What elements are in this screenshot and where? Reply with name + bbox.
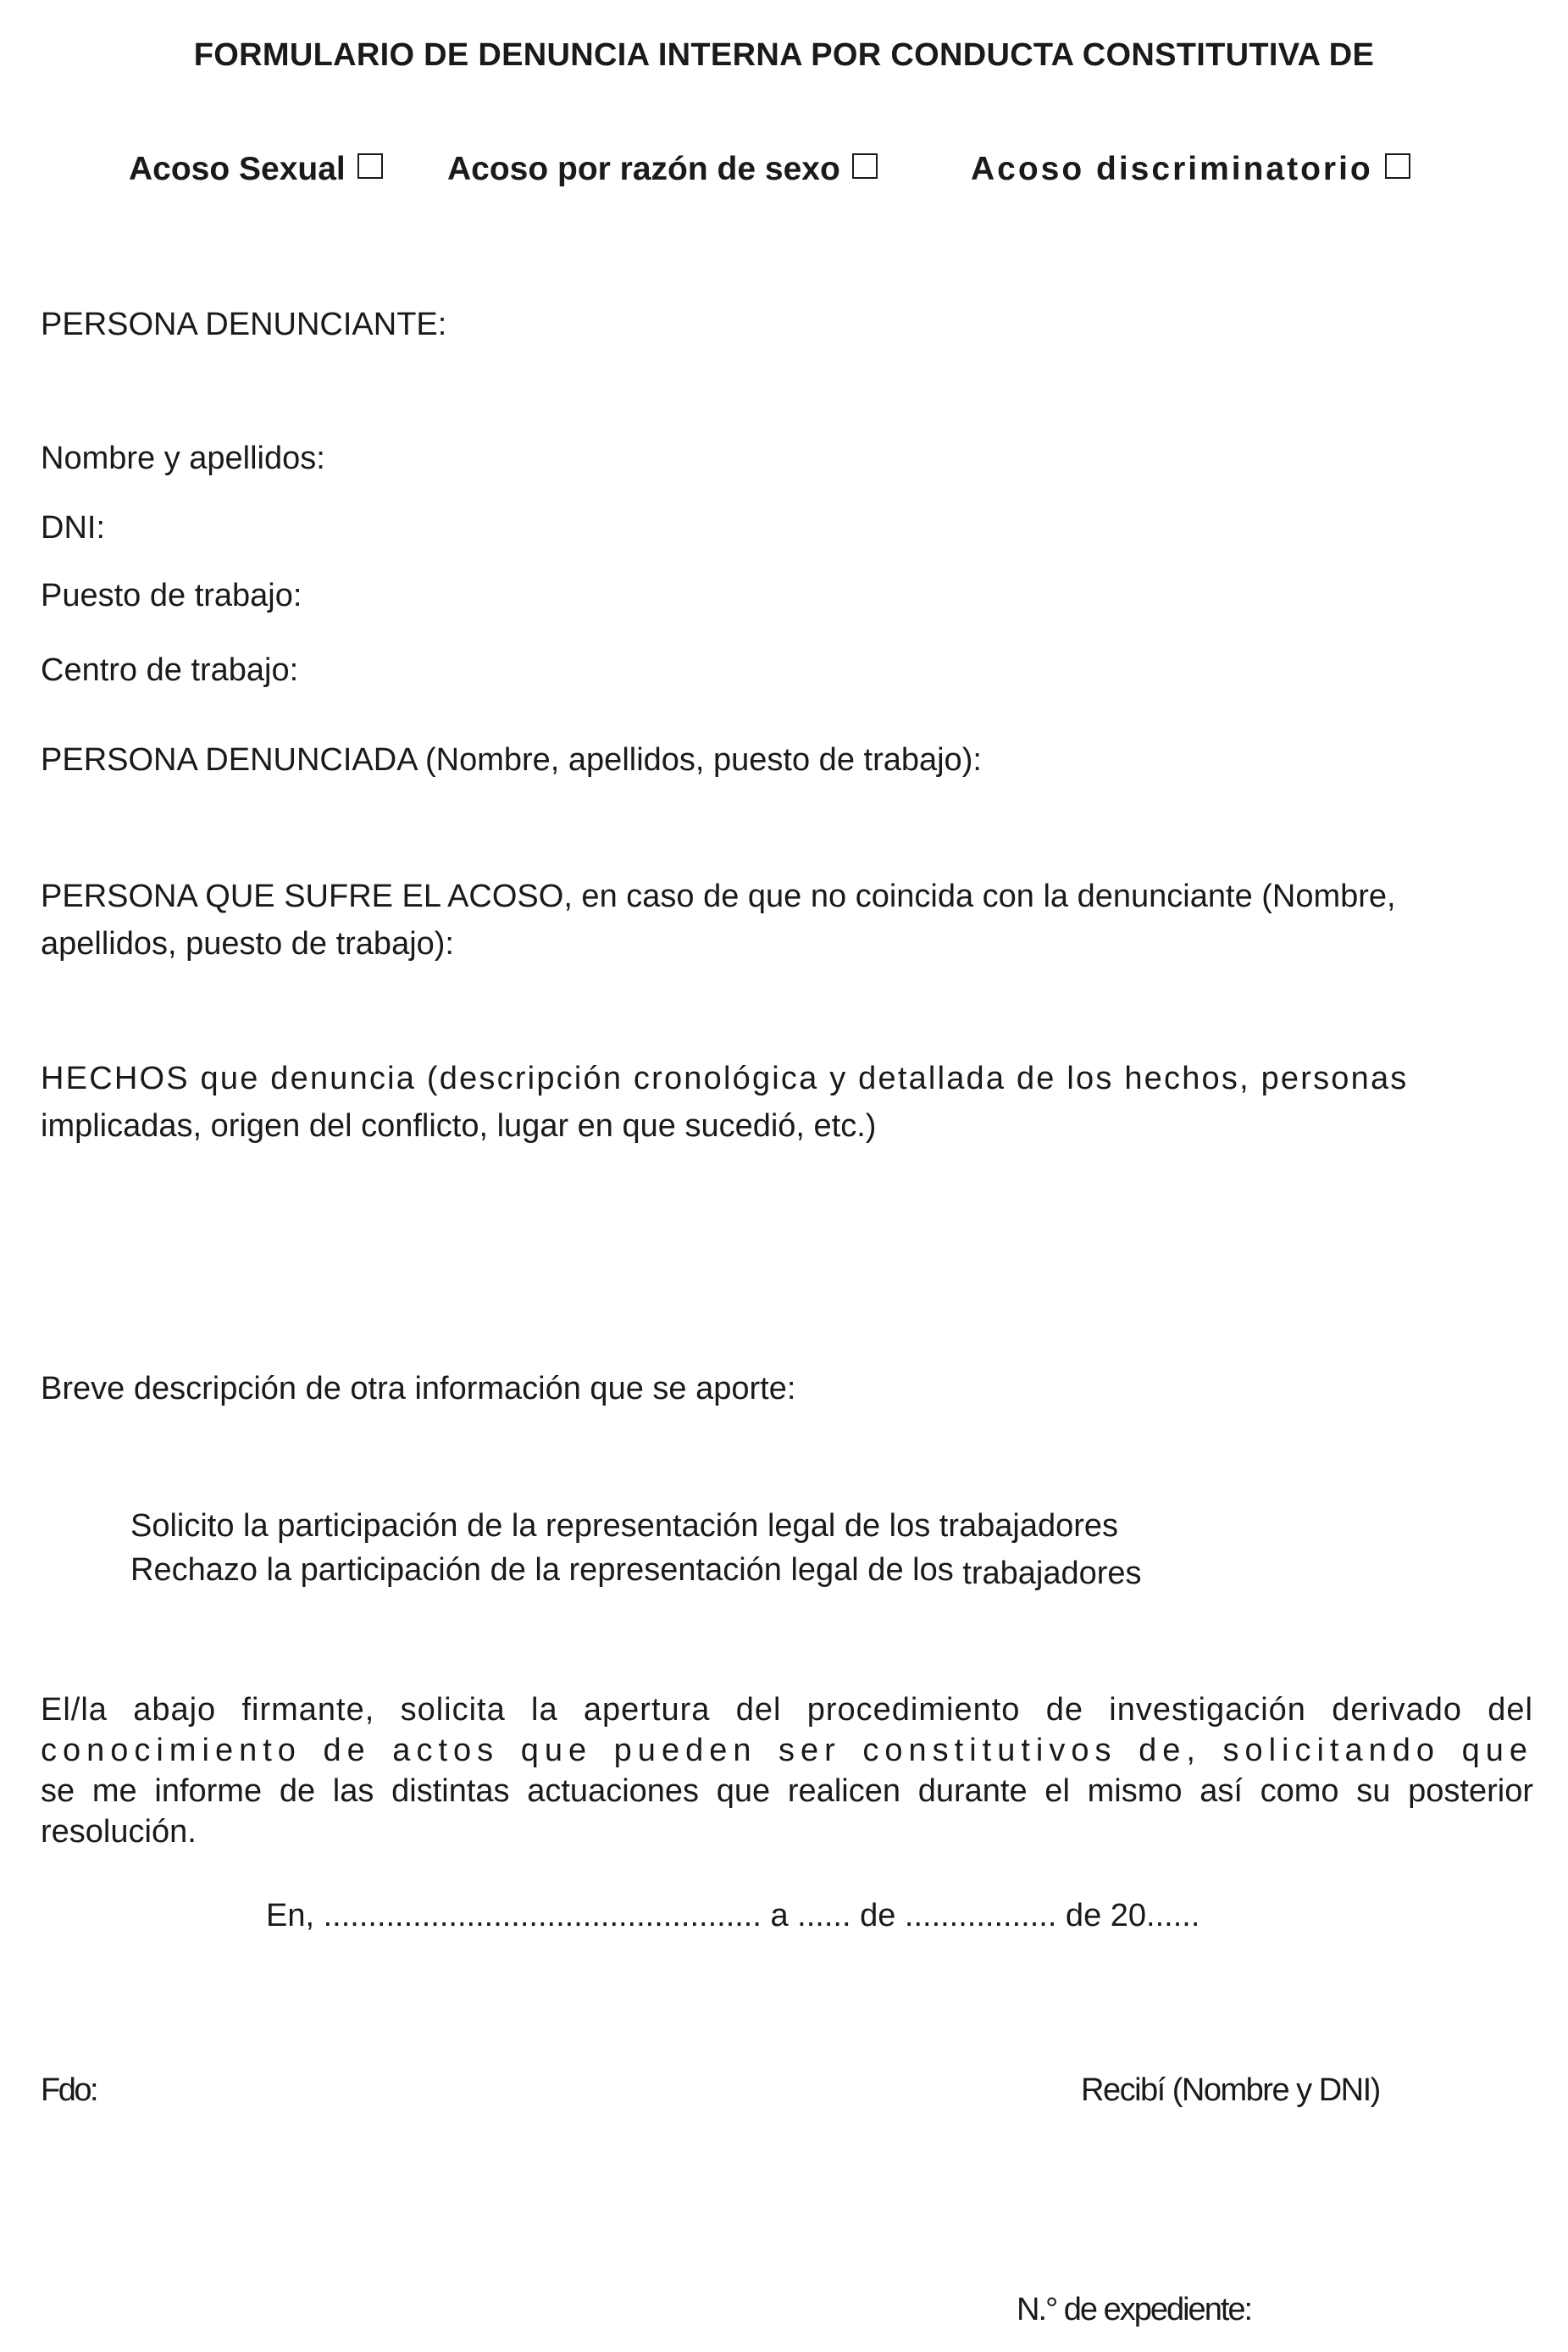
victima-line-2: apellidos, puesto de trabajo): bbox=[41, 926, 454, 962]
victima-paragraph bbox=[41, 873, 1532, 968]
hechos-line-2: implicadas, origen del conflicto, lugar en que sucedió, etc.) bbox=[41, 1108, 877, 1144]
checkbox-acoso-discriminatorio[interactable] bbox=[1385, 153, 1410, 179]
option-acoso-discriminatorio[interactable] bbox=[971, 151, 1410, 188]
option-acoso-sexual[interactable] bbox=[129, 151, 383, 188]
field-dni-label: DNI: bbox=[41, 510, 105, 546]
denunciada-heading: PERSONA DENUNCIADA (Nombre, apellidos, puesto de trabajo): bbox=[41, 742, 982, 778]
declaracion-line-2: conocimiento de actos que pueden ser constitutivos de, solicitando que bbox=[41, 1733, 1533, 1768]
recibi-label: Recibí (Nombre y DNI) bbox=[1081, 2072, 1380, 2108]
option-acoso-discriminatorio-label: Acoso discriminatorio bbox=[971, 151, 1373, 187]
denunciante-heading: PERSONA DENUNCIANTE: bbox=[41, 307, 447, 342]
field-centro-label: Centro de trabajo: bbox=[41, 652, 299, 688]
hechos-line-1: HECHOS que denuncia (descripción cronológica y detallada de los hechos, personas bbox=[41, 1061, 1409, 1096]
declaracion-line-4: resolución. bbox=[41, 1814, 197, 1850]
declaracion-paragraph bbox=[41, 1689, 1533, 1852]
fecha-line: En, ................................................. a ...... de ................. de 20...... bbox=[266, 1898, 1200, 1933]
victima-line-1: PERSONA QUE SUFRE EL ACOSO, en caso de que no coincida con la denunciante (Nombre, bbox=[41, 879, 1396, 914]
firma-label: Fdo: bbox=[41, 2072, 97, 2108]
option-acoso-razon-sexo[interactable] bbox=[447, 151, 878, 188]
form-title: FORMULARIO DE DENUNCIA INTERNA POR CONDUCTA CONSTITUTIVA DE bbox=[193, 37, 1375, 73]
declaracion-line-1: El/la abajo firmante, solicita la apertura del procedimiento de investigación derivado del bbox=[41, 1692, 1533, 1728]
declaracion-line-3: se me informe de las distintas actuaciones que realicen durante el mismo así como su posterior bbox=[41, 1773, 1533, 1809]
hechos-paragraph bbox=[41, 1055, 1532, 1150]
field-puesto-label: Puesto de trabajo: bbox=[41, 578, 302, 613]
participacion-rechazo bbox=[130, 1552, 1142, 1589]
participacion-rechazo-a: Rechazo la participación de la representación legal de los bbox=[130, 1552, 954, 1588]
option-acoso-sexual-label: Acoso Sexual bbox=[129, 151, 346, 187]
field-nombre-label: Nombre y apellidos: bbox=[41, 441, 325, 476]
otra-info-label: Breve descripción de otra información que se aporte: bbox=[41, 1371, 796, 1406]
expediente-label: N.° de expediente: bbox=[1017, 2292, 1252, 2327]
participacion-rechazo-b: trabajadores bbox=[962, 1556, 1142, 1591]
participacion-solicito: Solicito la participación de la representación legal de los trabajadores bbox=[130, 1508, 1119, 1544]
checkbox-acoso-razon-sexo[interactable] bbox=[852, 153, 878, 179]
checkbox-acoso-sexual[interactable] bbox=[357, 153, 383, 179]
option-acoso-razon-sexo-label: Acoso por razón de sexo bbox=[447, 151, 840, 187]
